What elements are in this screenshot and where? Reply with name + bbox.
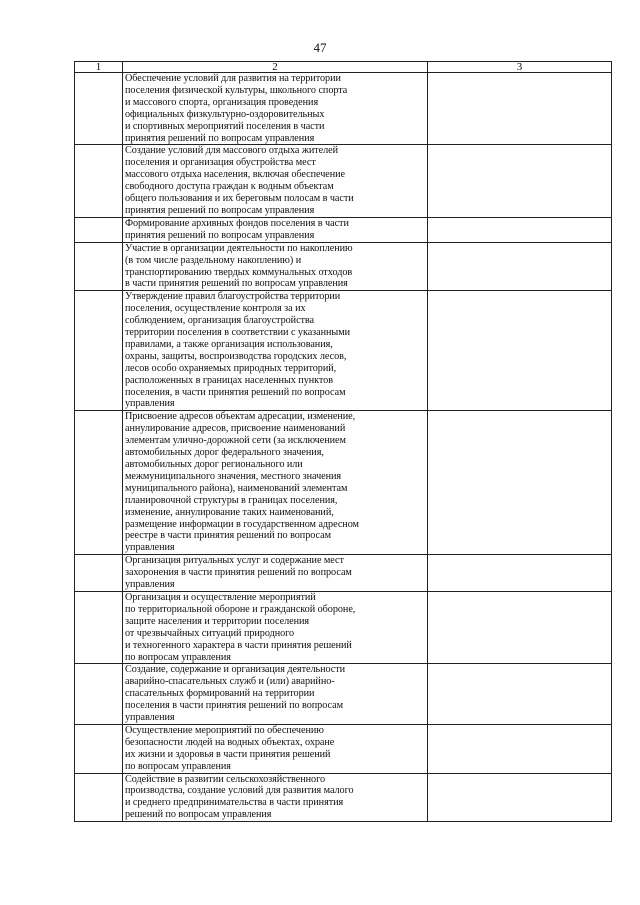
note-cell [428, 217, 612, 242]
power-description-cell: Обеспечение условий для развития на территории поселения физической культуры, школьного спорта и массового спорта, организация проведения официальных физкультурно-оздоровительных и спортивных мероприятий поселения в части принятия решений по вопросам управления [123, 73, 428, 145]
note-cell [428, 555, 612, 592]
row-number-cell [75, 591, 123, 663]
row-number-cell [75, 555, 123, 592]
power-description-cell: Содействие в развитии сельскохозяйственного производства, создание условий для развития малого и среднего предпринимательства в части принятия решений по вопросам управления [123, 773, 428, 822]
note-cell [428, 411, 612, 555]
power-description-cell: Организация ритуальных услуг и содержание мест захоронения в части принятия решений по вопросам управления [123, 555, 428, 592]
table-row [75, 291, 612, 411]
row-number-cell [75, 411, 123, 555]
row-number-cell [75, 217, 123, 242]
note-cell [428, 591, 612, 663]
page-number: 47 [313, 40, 327, 55]
power-description-cell: Присвоение адресов объектам адресации, изменение, аннулирование адресов, присвоение наименований элементам улично-дорожной сети (за исключением автомобильных дорог федерального значения, автомобильных дорог регионального или межмуниципального значения, местного значения муниципального района), наименований элементам планировочной структуры в границах поселения, изменение, аннулирование таких наименований, размещение информации в государственном адресном реестре в части принятия решений по вопросам управления [123, 411, 428, 555]
note-cell [428, 724, 612, 773]
table-row [75, 145, 612, 217]
table-body [75, 73, 612, 822]
power-description-cell: Организация и осуществление мероприятий по территориальной обороне и гражданской обороне, защите населения и территории поселения от чрезвычайных ситуаций природного и техногенного характера в части принятия решений по вопросам управления [123, 591, 428, 663]
row-number-cell [75, 242, 123, 291]
table-row [75, 73, 612, 145]
note-cell [428, 664, 612, 725]
row-number-cell [75, 664, 123, 725]
table-row [75, 664, 612, 725]
note-cell [428, 291, 612, 411]
powers-table [74, 61, 612, 822]
note-cell [428, 773, 612, 822]
column-header-2: 2 [123, 62, 428, 73]
row-number-cell [75, 724, 123, 773]
table-row [75, 724, 612, 773]
note-cell [428, 73, 612, 145]
column-header-1: 1 [75, 62, 123, 73]
table-row [75, 773, 612, 822]
table-row [75, 217, 612, 242]
power-description-cell: Утверждение правил благоустройства территории поселения, осуществление контроля за их соблюдением, организация благоустройства территории поселения в соответствии с указанными правилами, а также организация использования, охраны, защиты, воспроизводства городских лесов, лесов особо охраняемых природных территорий, расположенных в границах населенных пунктов поселения, в части принятия решений по вопросам управления [123, 291, 428, 411]
power-description-cell: Формирование архивных фондов поселения в части принятия решений по вопросам управления [123, 217, 428, 242]
table-row [75, 591, 612, 663]
table-row [75, 411, 612, 555]
table-header-row [75, 62, 612, 73]
power-description-cell: Создание, содержание и организация деятельности аварийно-спасательных служб и (или) аварийно- спасательных формирований на территории поселения в части принятия решений по вопросам управления [123, 664, 428, 725]
power-description-cell: Осуществление мероприятий по обеспечению безопасности людей на водных объектах, охране их жизни и здоровья в части принятия решений по вопросам управления [123, 724, 428, 773]
row-number-cell [75, 73, 123, 145]
power-description-cell: Создание условий для массового отдыха жителей поселения и организация обустройства мест массового отдыха населения, включая обеспечение свободного доступа граждан к водным объектам общего пользования и их береговым полосам в части принятия решений по вопросам управления [123, 145, 428, 217]
table-row [75, 555, 612, 592]
row-number-cell [75, 291, 123, 411]
row-number-cell [75, 145, 123, 217]
note-cell [428, 145, 612, 217]
row-number-cell [75, 773, 123, 822]
power-description-cell: Участие в организации деятельности по накоплению (в том числе раздельному накоплению) и транспортированию твердых коммунальных отходов в части принятия решений по вопросам управления [123, 242, 428, 291]
table-row [75, 242, 612, 291]
note-cell [428, 242, 612, 291]
column-header-3: 3 [428, 62, 612, 73]
